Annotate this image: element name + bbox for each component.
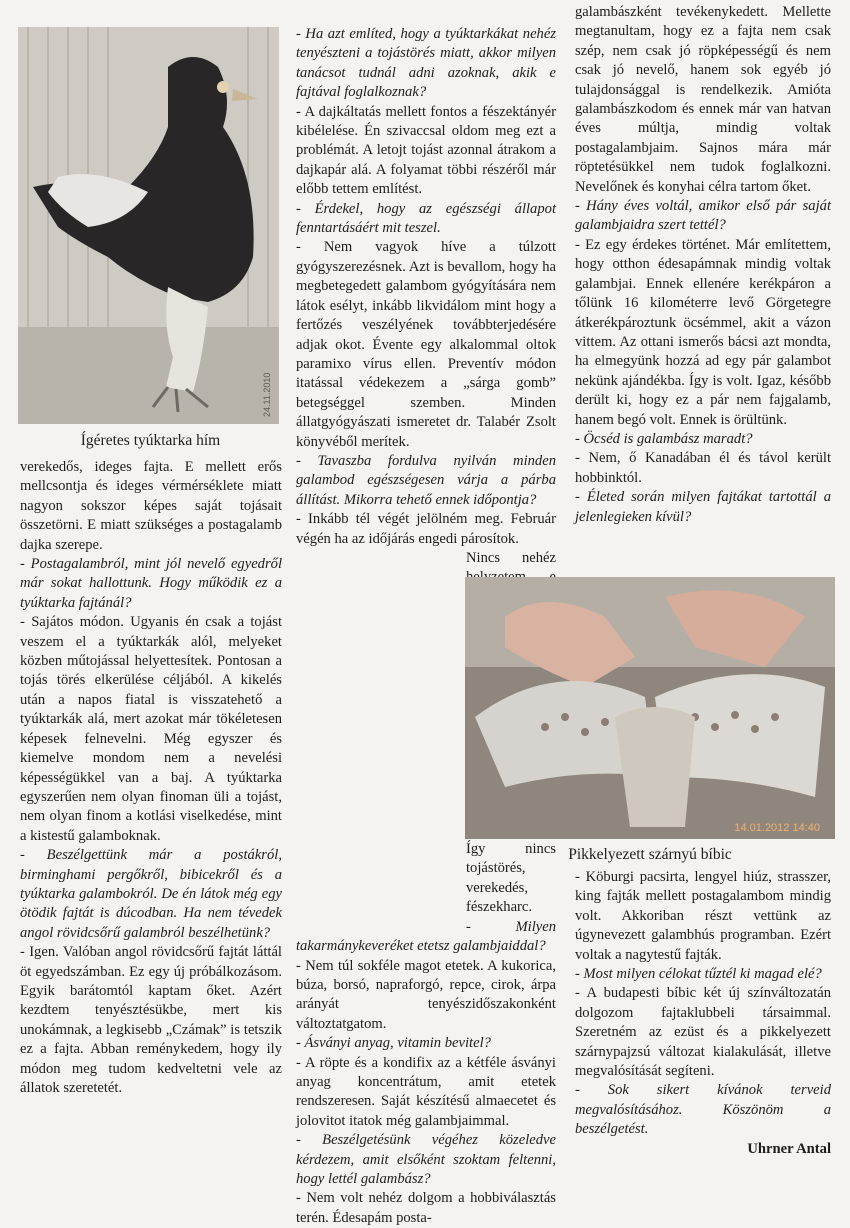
interview-answer: Nincs nehéz Így nincs tojástörés, verekedés, fészekharc.: [466, 549, 556, 916]
wing-photo: [465, 577, 835, 839]
interview-answer: - Nem, ő Kanadában él és távol került hobbinktól.: [575, 450, 831, 486]
interview-question: - Most milyen célokat tűztél ki magad elé?: [575, 966, 822, 983]
column-1: [20, 458, 282, 1098]
interview-answer: - A röpte és a kondifix az a kétféle ásványi anyag koncentrátum, amit etetek rendszeresen. Saját készítésű almaecetet és jolovitot itatok még galambjaimmal.: [296, 1054, 556, 1129]
column-3-bottom: [575, 868, 831, 1159]
interview-answer: - Ez egy érdekes történet. Már említettem, hogy otthon édesapámnak mindig voltak galambjai. Ennek ellenére kerékpáron a tőlünk 16 kilométerre levő Görgetegre átkerékpároztunk öcsémmel, akit a vázon vittem. Az ottani ismerős bácsi azt mondta, ha elmegyünk hozzá ad egy pár galambot nekünk ajándékba. Így is volt. Igaz, később derült ki, hogy ez a pár nem fajgalamb, hanem begó volt. Ennek is örültünk.: [575, 236, 831, 428]
photo-caption-1: Ígéretes tyúktarka hím: [80, 432, 221, 449]
interview-question: - Életed során milyen fajtákat tartottál a jelenlegieken kívül?: [575, 489, 831, 525]
author-signature: Uhrner Antal: [747, 1140, 831, 1157]
interview-answer: - Nem túl sokféle magot etetek. A kukorica, búza, borsó, napraforgó, repce, cirok, árpa arányát tenyészidőszakonként változtatgatom.: [296, 957, 556, 1032]
interview-answer: verekedős, ideges fajta. E mellett erős mellcsontja és ideges vérmérséklete miatt nagyon sokszor képes saját tojásait összetörni. E miatt szükséges a postagalamb dajka szerepe.: [20, 459, 282, 553]
interview-answer: - Sajátos módon. Ugyanis én csak a tojást veszem el a tyúktarkák alól, melyeket közben műtojással helyettesítek. Pontosan a tojás törés elkerülése céljából. A kikelés után a napos fiatal is visszatehető a tyúktarkák alá, mert azokat már tökéletesen képesek felnevelni. Még egyszer és kiemelve mondom nem a nevelési képességükkel van a baj. A tyúktarka egyszerűen nem olyan finoman üli a tojást, nem olyan finom a kotlási viselkedése, mint a kistestű galamboknak.: [20, 614, 282, 844]
interview-question: - Postagalambról, mint jól nevelő egyedről már sokat hallottunk. Hogy működik ez a tyúktarka fajtánál?: [20, 556, 282, 611]
interview-question: - Öcséd is galambász maradt?: [575, 430, 753, 447]
interview-answer: - A dajkáltatás mellett fontos a fészektányér kibélelése. Én szivaccsal oldom meg ezt a problémát. A letojt tojást azonnal átrakom a dajkapár alá. A folyamat többi részéről már előbb tettem említést.: [296, 103, 556, 198]
interview-question: - Ha azt említed, hogy a tyúktarkákat nehéz tenyészteni a tojástörés miatt, akkor milyen tanácsot tudnál adni azoknak, akik e fajtával foglalkoznak?: [296, 26, 556, 101]
photo-wrap-spacer: [296, 549, 466, 921]
interview-answer: - Köburgi pacsirta, lengyel hiúz, strasszer, king fajták mellett postagalambom mindig volt. Akkoriban részt vettünk az úgynevezett galambhús programban. Ezért voltak a nagytestű fajták.: [575, 869, 831, 963]
photo-caption-2: Pikkelyezett szárnyú bíbic: [568, 846, 732, 863]
interview-answer: - Nem vagyok híve a túlzott gyógyszerezésnek. Azt is bevallom, hogy ha megbetegedett galambom gyógyítására nem látok esélyt, inkább likvidálom mint hogy a fertőzés veszélyének továbbterjedésére adjak okot. Évente egy alkalommal oltok paramixo vírus ellen. Preventív módon itatással védekezem a „sárga gomb” betegséggel szemben. Minden állatgyógyászati ismeretet dr. Talabér Zsolt könyvéből merítek.: [296, 239, 556, 450]
interview-answer: - A budapesti bíbic két új színváltozatán dolgozom fajtaklubbeli társaimmal. Szeretném az ezüst és a pikkelyezett szárnypajzsú változat kialakulását, illetve megvalósítását segíteni.: [575, 985, 831, 1080]
interview-answer: - Inkább tél végét jelölném meg. Február végén ha az időjárás engedi párosítok.: [296, 511, 556, 547]
interview-question: - Milyen takarmánykeveréket etetsz galambjaiddal?: [296, 918, 556, 955]
interview-question: - Beszélgetésünk végéhez közeledve kérdezem, amit elsőként szoktam feltenni, hogy lettél galambász?: [296, 1132, 556, 1187]
interview-question: - Érdekel, hogy az egészségi állapot fenntartásáért mit teszel.: [296, 200, 556, 237]
interview-answer: - Igen. Valóban angol rövidcsőrű fajtát láttál öt egyedszámban. Ez egy új próbálkozásom. Egyik barátomtól kaptam őket. Azért kezdtem tenyésztésükbe, mert kis unokámnak, a legkisebb „Czámak” is tetszik ez a fajta. Abban reménykedem, hogy ily módon meg tudom kedveltetni vele az állatok szeretetét.: [20, 944, 282, 1096]
pigeon-photo: [18, 27, 279, 424]
interview-answer: - Nem volt nehéz dolgom a hobbiválasztás terén. Édesapám posta-: [296, 1190, 556, 1226]
interview-question: - Hány éves voltál, amikor első pár saját galambjaidra szert tettél?: [575, 198, 831, 234]
interview-question: - Sok sikert kívánok terveid megvalósításához. Köszönöm a beszélgetést.: [575, 1082, 831, 1138]
photo-timestamp: 14.01.2012 14:40: [734, 822, 820, 834]
interview-question: - Tavaszba fordulva nyilván minden galambod egészségesen várja a párba állítást. Mikorra tehető ennek időpontja?: [296, 452, 556, 508]
interview-question: - Ásványi anyag, vitamin bevitel?: [296, 1035, 491, 1052]
photo-watermark: 24.11.2010: [262, 372, 272, 417]
interview-question: - Beszélgettünk már a postákról, birminghami pergőkről, bibicekről és a tyúktarka galambokról. De én látok még egy ötödik fajtát is dúcodban. Ha nem tévedek angol rövidcsőrű galambról beszélhetünk?: [20, 847, 282, 941]
column-3-top: [575, 3, 831, 527]
interview-answer: galambászként tevékenykedett. Mellette megtanultam, hogy ez a fajta nem csak szép, nem csak jó röpképességű és nem csak jó nevelő, hanem sok egyéb jó tulajdonsággal is rendelkezik. Amióta galambászkodom és ennek már van hatvan éves múltja, mindig voltak postagalambjaim. Sajnos mára már röptetésükkel nem tudok foglalkozni. Nevelőnek és konyhai célra tartom őket.: [575, 4, 831, 195]
